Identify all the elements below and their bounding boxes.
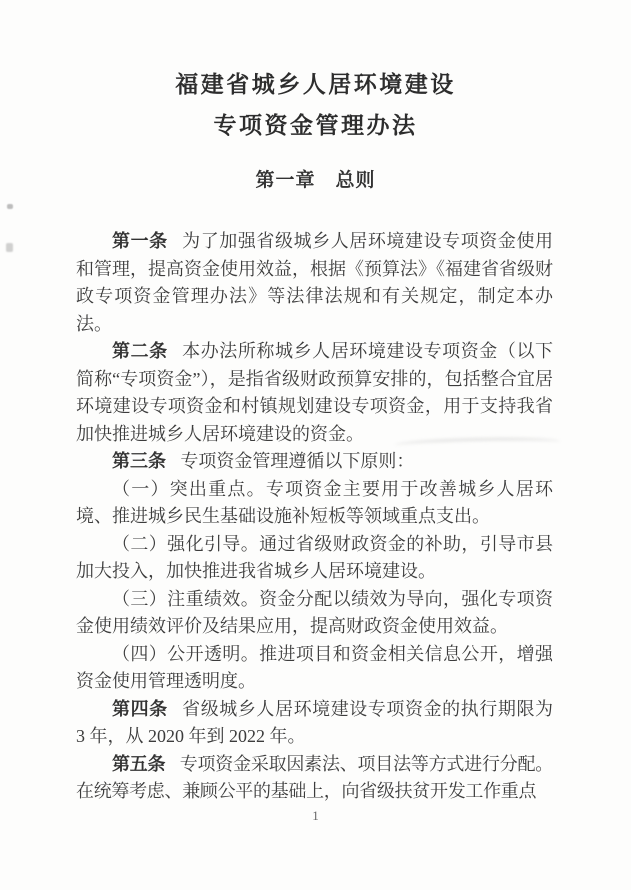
article-number: 第四条 xyxy=(112,698,168,719)
article-number: 第五条 xyxy=(112,753,166,774)
article-number: 第三条 xyxy=(112,451,166,471)
scan-artifact xyxy=(6,243,13,252)
document-body xyxy=(76,228,553,806)
document-title xyxy=(0,64,631,146)
paragraph-principle-4 xyxy=(76,641,553,696)
paragraph-principle-2 xyxy=(76,531,553,586)
paragraph-article-2 xyxy=(76,338,553,448)
page-number: 1 xyxy=(312,808,319,823)
paragraph-text: 专项资金采取因素法、项目法等方式进行分配。在统筹考虑、兼顾公平的基础上，向省级扶贫开发工作重点 xyxy=(76,753,553,801)
title-line-1: 福建省城乡人居环境建设 xyxy=(175,72,456,97)
article-number: 第二条 xyxy=(112,341,168,361)
paragraph-article-1 xyxy=(76,228,553,338)
paragraph-principle-1 xyxy=(76,476,553,531)
paragraph-text: 省级城乡人居环境建设专项资金的执行期限为 3 年，从 2020 年到 2022 年。 xyxy=(76,698,554,746)
paragraph-article-5 xyxy=(76,751,553,806)
paragraph-text: （一）突出重点。专项资金主要用于改善城乡人居环境、推进城乡民生基础设施补短板等领域重点支出。 xyxy=(76,478,553,526)
article-number: 第一条 xyxy=(112,231,168,251)
paragraph-text: （四）公开透明。推进项目和资金相关信息公开，增强资金使用管理透明度。 xyxy=(76,643,553,691)
paragraph-text: （二）强化引导。通过省级财政资金的补助，引导市县加大投入，加快推进我省城乡人居环境建设。 xyxy=(76,533,553,581)
paragraph-text: （三）注重绩效。资金分配以绩效为导向，强化专项资金使用绩效评价及结果应用，提高财政资金使用效益。 xyxy=(76,588,553,636)
paragraph-text: 专项资金管理遵循以下原则： xyxy=(180,451,415,471)
chapter-heading: 第一章 总则 xyxy=(255,170,376,191)
paragraph-principle-3 xyxy=(76,586,553,641)
paragraph-article-4 xyxy=(76,696,553,751)
scan-artifact xyxy=(7,204,13,209)
paragraph-text: 为了加强省级城乡人居环境建设专项资金使用和管理，提高资金使用效益，根据《预算法》《福建省省级财政专项资金管理办法》等法律法规和有关规定，制定本办法。 xyxy=(76,231,554,334)
title-line-2: 专项资金管理办法 xyxy=(213,113,418,138)
paragraph-text: 本办法所称城乡人居环境建设专项资金（以下简称“专项资金”），是指省级财政预算安排的，包括整合宜居环境建设专项资金和村镇规划建设专项资金，用于支持我省加快推进城乡人居环境建设的资金。 xyxy=(76,341,554,444)
paragraph-article-3 xyxy=(76,448,553,476)
